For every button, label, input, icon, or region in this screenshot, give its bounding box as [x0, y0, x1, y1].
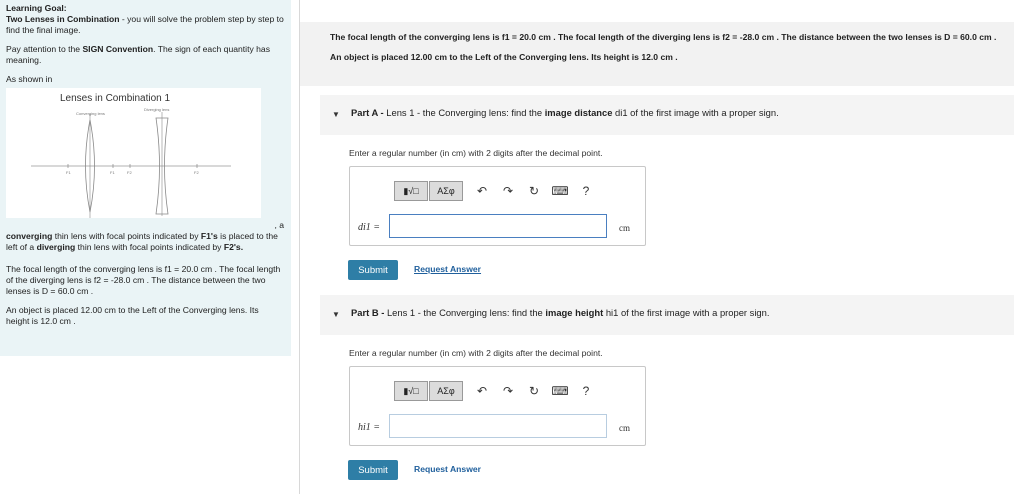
- undo-icon[interactable]: ↶: [476, 184, 488, 198]
- focal-label: F1: [110, 170, 115, 175]
- symbols-button[interactable]: ΑΣφ: [429, 381, 463, 401]
- part-a-request-answer-link[interactable]: Request Answer: [414, 264, 482, 274]
- math-toolbar: [394, 180, 599, 202]
- part-b-request-answer-link[interactable]: Request Answer: [414, 464, 482, 474]
- keyboard-icon[interactable]: ⌨: [551, 184, 569, 198]
- help-button[interactable]: ?: [582, 384, 590, 398]
- help-button[interactable]: ?: [582, 184, 590, 198]
- part-b-submit-button[interactable]: Submit: [348, 460, 398, 480]
- focal-lengths-text: The focal length of the converging lens is f1 = 20.0 cm . The focal length of the diverging lens is f2 = -28.0 cm . The distance between the two lenses is D = 60.0 cm .: [6, 264, 281, 296]
- problem-statement: [300, 22, 1014, 86]
- template-button[interactable]: ▮√□: [394, 381, 428, 401]
- reset-icon[interactable]: ↻: [528, 184, 540, 198]
- variable-label: hi1 =: [358, 422, 381, 433]
- undo-icon[interactable]: ↶: [476, 384, 488, 398]
- part-b-instruction: Enter a regular number (in cm) with 2 digits after the decimal point.: [349, 348, 603, 358]
- template-button[interactable]: ▮√□: [394, 181, 428, 201]
- learning-goal-title: Learning Goal:: [6, 3, 67, 13]
- part-b-answer-box: [349, 366, 646, 446]
- focal-label: F2: [194, 170, 199, 175]
- object-text: An object is placed 12.00 cm to the Left of the Converging lens. Its height is 12.0 cm .: [6, 305, 259, 326]
- part-a-instruction: Enter a regular number (in cm) with 2 digits after the decimal point.: [349, 148, 603, 158]
- math-toolbar: [394, 380, 599, 402]
- redo-icon[interactable]: ↷: [502, 384, 514, 398]
- problem-focal-text: The focal length of the converging lens is f1 = 20.0 cm . The focal length of the diverging lens is f2 = -28.0 cm . The distance between the two lenses is D = 60.0 cm .: [330, 32, 997, 42]
- problem-object-text: An object is placed 12.00 cm to the Left of the Converging lens. Its height is 12.0 cm .: [330, 52, 678, 62]
- as-shown-text: As shown in: [6, 74, 53, 84]
- converging-lens-label: Converging lens: [76, 111, 105, 116]
- lens-diagram: [6, 88, 261, 218]
- unit-label: cm: [619, 223, 630, 233]
- learning-goal-description: Two Lenses in Combination - you will solve the problem step by step to find the final image.: [6, 14, 284, 35]
- figure-title: Lenses in Combination 1: [60, 93, 171, 104]
- problem-panel: [300, 0, 1024, 494]
- sign-convention-note: Pay attention to the SIGN Convention. The sign of each quantity has meaning.: [6, 44, 271, 65]
- collapse-triangle-icon[interactable]: ▼: [332, 110, 340, 119]
- redo-icon[interactable]: ↷: [502, 184, 514, 198]
- symbols-button[interactable]: ΑΣφ: [429, 181, 463, 201]
- part-a-submit-button[interactable]: Submit: [348, 260, 398, 280]
- part-a-answer-box: [349, 166, 646, 246]
- diverging-lens-label: Diverging lens: [144, 107, 170, 112]
- answer-input-di1[interactable]: [389, 214, 607, 238]
- focal-label: F1: [66, 170, 71, 175]
- reset-icon[interactable]: ↻: [528, 384, 540, 398]
- keyboard-icon[interactable]: ⌨: [551, 384, 569, 398]
- part-a-header[interactable]: ▼ Part A - Lens 1 - the Converging lens: find the image distance di1 of the first image with a proper sign.: [320, 95, 1014, 135]
- learning-goal-panel: [0, 0, 291, 356]
- focal-label: F2: [127, 170, 132, 175]
- part-b-header[interactable]: ▼ Part B - Lens 1 - the Converging lens: find the image height hi1 of the first image with a proper sign.: [320, 295, 1014, 335]
- variable-label: di1 =: [358, 222, 381, 233]
- lens-description: , a converging thin lens with focal points indicated by F1's is placed to the left of a diverging thin lens with focal points indicated by F2's. The focal length of the converging lens is f1 = 20.0 cm . The focal length of the diverging lens is f2 = -28.0 cm . The distance between the two lenses is D = 60.0 cm . An object is placed 12.00 cm to the Left of the Converging lens. Its height is 12.0 cm .: [6, 220, 284, 326]
- unit-label: cm: [619, 423, 630, 433]
- collapse-triangle-icon[interactable]: ▼: [332, 310, 340, 319]
- answer-input-hi1[interactable]: [389, 414, 607, 438]
- lens-figure: [6, 88, 261, 218]
